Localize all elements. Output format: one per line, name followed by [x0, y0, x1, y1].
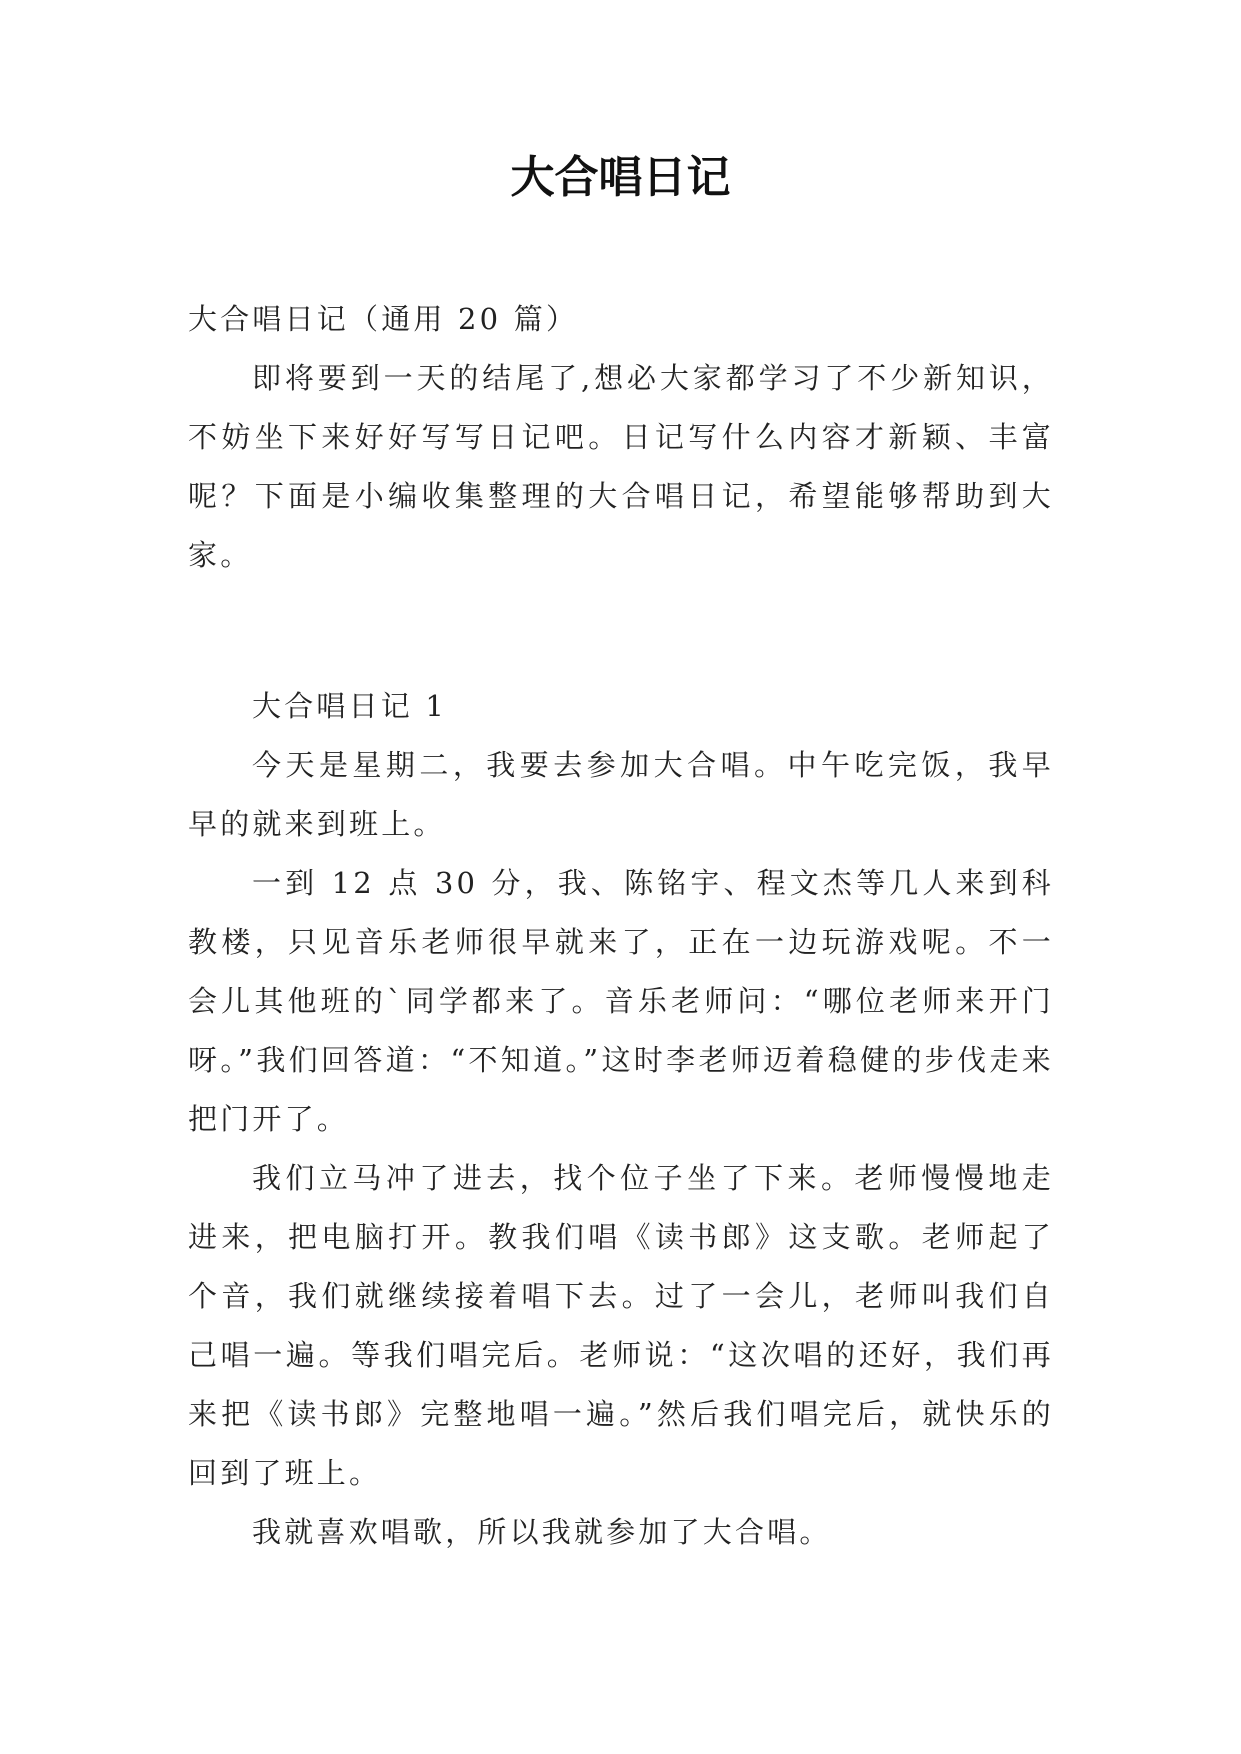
body-paragraph-1: 今天是星期二，我要去参加大合唱。中午吃完饭，我早早的就来到班上。	[188, 748, 1054, 841]
section-heading: 大合唱日记 1	[252, 689, 448, 723]
document-body	[188, 290, 1054, 1562]
body-paragraph-2: 一到 12 点 30 分，我、陈铭宇、程文杰等几人来到科教楼，只见音乐老师很早就来了，正在一边玩游戏呢。不一会儿其他班的`同学都来了。音乐老师问：“哪位老师来开门呀。”我们回答道：“不知道。”这时李老师迈着稳健的步伐走来把门开了。	[188, 866, 1054, 1136]
intro-paragraph: 即将要到一天的结尾了,想必大家都学习了不少新知识，不妨坐下来好好写写日记吧。日记写什么内容才新颖、丰富呢？下面是小编收集整理的大合唱日记，希望能够帮助到大家。	[188, 361, 1054, 572]
body-paragraph-4: 我就喜欢唱歌，所以我就参加了大合唱。	[252, 1515, 832, 1549]
document-subtitle: 大合唱日记（通用 20 篇）	[188, 302, 579, 336]
section-spacer	[188, 585, 1054, 677]
body-paragraph-3: 我们立马冲了进去，找个位子坐了下来。老师慢慢地走进来，把电脑打开。教我们唱《读书郎》这支歌。老师起了个音，我们就继续接着唱下去。过了一会儿，老师叫我们自己唱一遍。等我们唱完后。老师说：“这次唱的还好，我们再来把《读书郎》完整地唱一遍。”然后我们唱完后，就快乐的回到了班上。	[188, 1161, 1054, 1490]
document-title: 大合唱日记	[510, 152, 731, 203]
